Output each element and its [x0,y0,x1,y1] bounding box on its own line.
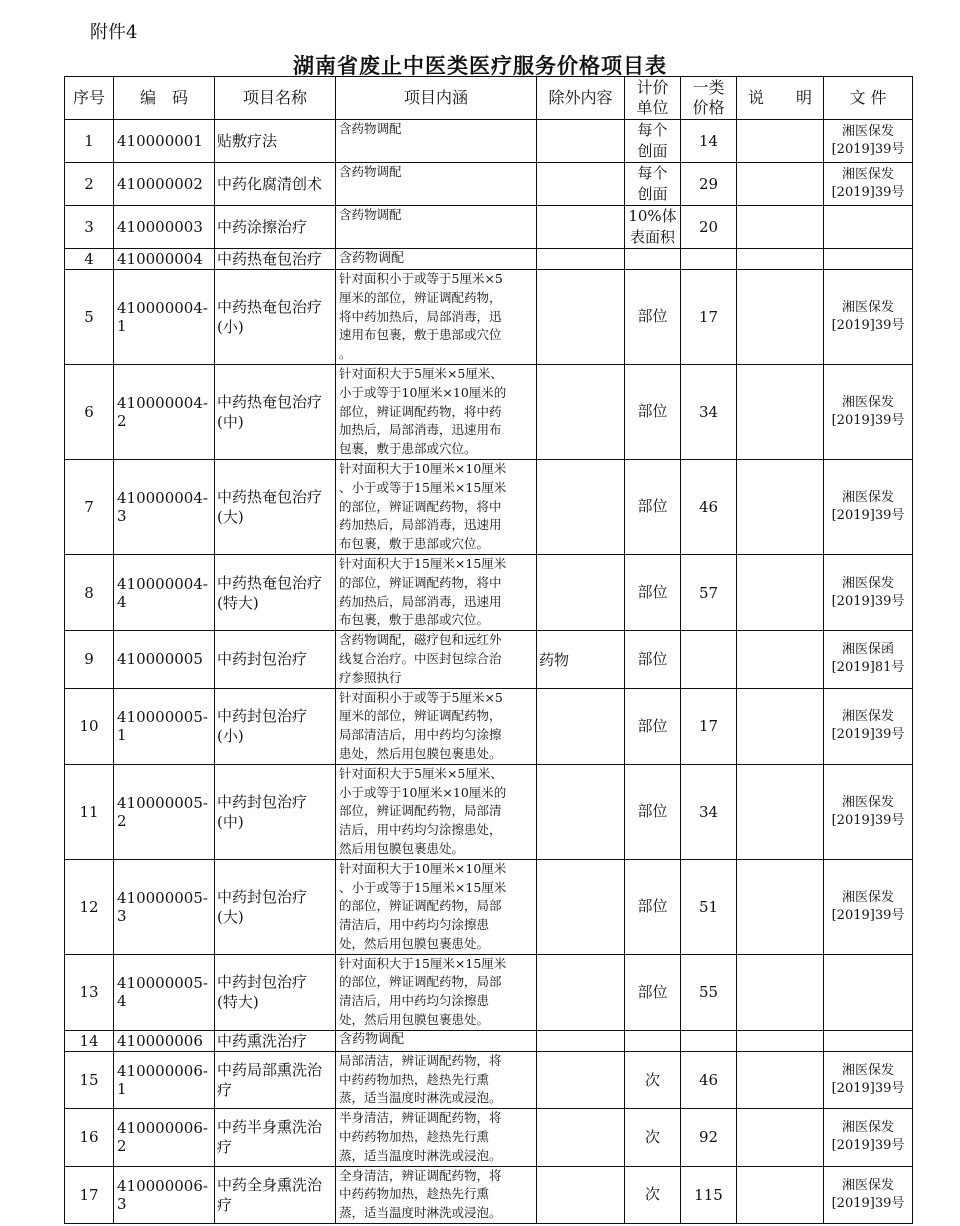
header-price: 一类 价格 [681,77,737,120]
row-excluded: 药物 [537,631,625,688]
table-row [65,249,913,270]
row-file: 湘医保发 [2019]39号 [824,688,913,764]
table-row [65,120,913,163]
row-note [737,1109,824,1166]
row-code: 410000005-1 [114,688,215,764]
row-seq: 7 [65,459,114,554]
row-content: 针对面积小于或等于5厘米×5 厘米的部位，辨证调配药物， 局部清洁后，用中药均匀涂擦 患处，然后用包膜包裹患处。 [336,688,537,764]
row-name: 中药封包治疗 [215,631,336,688]
row-code: 410000004-3 [114,459,215,554]
row-excluded [537,163,625,206]
table-row [65,859,913,954]
row-excluded [537,270,625,365]
row-seq: 2 [65,163,114,206]
header-name: 项目名称 [215,77,336,120]
header-content: 项目内涵 [336,77,537,120]
table-row [65,954,913,1030]
row-excluded [537,1166,625,1223]
header-seq: 序号 [65,77,114,120]
row-unit [625,249,681,270]
row-seq: 11 [65,764,114,859]
row-excluded [537,249,625,270]
row-name: 中药局部熏洗治 疗 [215,1051,336,1108]
row-unit: 部位 [625,764,681,859]
row-unit: 部位 [625,270,681,365]
row-code: 410000004-1 [114,270,215,365]
row-note [737,364,824,459]
row-content: 半身清洁，辨证调配药物，将 中药药物加热，趁热先行熏 蒸，适当温度时淋洗或浸泡。 [336,1109,537,1166]
row-code: 410000001 [114,120,215,163]
row-note [737,206,824,249]
table-row [65,364,913,459]
row-seq: 10 [65,688,114,764]
row-content: 含药物调配 [336,206,537,249]
row-content: 含药物调配 [336,120,537,163]
row-content: 针对面积大于15厘米×15厘米 的部位，辨证调配药物，局部 清洁后，用中药均匀涂擦患 处，然后用包膜包裹患处。 [336,954,537,1030]
attachment-label: 附件4 [90,22,138,43]
header-code: 编 码 [114,77,215,120]
row-price: 34 [681,764,737,859]
row-file: 湘医保发 [2019]39号 [824,859,913,954]
row-excluded [537,206,625,249]
row-price: 17 [681,688,737,764]
row-note [737,688,824,764]
row-name: 中药热奄包治疗 (中) [215,364,336,459]
row-price: 57 [681,554,737,630]
table-row [65,631,913,688]
row-code: 410000005-2 [114,764,215,859]
row-excluded [537,1051,625,1108]
row-note [737,1051,824,1108]
table-row [65,206,913,249]
row-file: 湘医保发 [2019]39号 [824,1166,913,1223]
row-price: 46 [681,459,737,554]
row-file: 湘医保发 [2019]39号 [824,364,913,459]
row-name: 中药封包治疗 (中) [215,764,336,859]
row-content: 针对面积大于15厘米×15厘米 的部位，辨证调配药物，将中 药加热后，局部消毒，迅速用 布包裹，敷于患部或穴位。 [336,554,537,630]
row-seq: 17 [65,1166,114,1223]
row-name: 中药半身熏洗治 疗 [215,1109,336,1166]
row-seq: 6 [65,364,114,459]
row-unit: 次 [625,1051,681,1108]
row-file [824,249,913,270]
row-seq: 3 [65,206,114,249]
table-row [65,1051,913,1108]
row-name: 中药化腐清创术 [215,163,336,206]
row-price: 55 [681,954,737,1030]
row-code: 410000006 [114,1030,215,1051]
row-file [824,1030,913,1051]
table-row [65,1166,913,1223]
row-seq: 9 [65,631,114,688]
row-excluded [537,364,625,459]
row-seq: 5 [65,270,114,365]
row-content: 含药物调配 [336,1030,537,1051]
row-price: 46 [681,1051,737,1108]
row-content: 含药物调配，磁疗包和远红外 线复合治疗。中医封包综合治 疗参照执行 [336,631,537,688]
row-note [737,249,824,270]
row-file: 湘医保函 [2019]81号 [824,631,913,688]
row-note [737,764,824,859]
row-content: 针对面积大于5厘米×5厘米、 小于或等于10厘米×10厘米的 部位，辨证调配药物，将中药 加热后，局部消毒，迅速用布 包裹，敷于患部或穴位。 [336,364,537,459]
row-name: 中药热奄包治疗 (小) [215,270,336,365]
row-note [737,954,824,1030]
row-code: 410000006-3 [114,1166,215,1223]
row-file: 湘医保发 [2019]39号 [824,163,913,206]
header-excluded: 除外内容 [537,77,625,120]
row-unit: 部位 [625,459,681,554]
header-note: 说 明 [737,77,824,120]
table-row [65,688,913,764]
table-row [65,554,913,630]
row-excluded [537,1030,625,1051]
row-note [737,631,824,688]
row-price: 34 [681,364,737,459]
row-price: 20 [681,206,737,249]
table-row [65,459,913,554]
row-excluded [537,120,625,163]
row-code: 410000005 [114,631,215,688]
row-content: 局部清洁，辨证调配药物，将 中药药物加热，趁热先行熏 蒸，适当温度时淋洗或浸泡。 [336,1051,537,1108]
row-name: 中药封包治疗 (大) [215,859,336,954]
row-code: 410000005-4 [114,954,215,1030]
table-row [65,764,913,859]
row-content: 含药物调配 [336,163,537,206]
row-note [737,1166,824,1223]
table-row [65,270,913,365]
row-name: 中药热奄包治疗 (大) [215,459,336,554]
row-note [737,270,824,365]
page-title: 湖南省废止中医类医疗服务价格项目表 [293,54,667,78]
row-seq: 13 [65,954,114,1030]
row-name: 中药全身熏洗治 疗 [215,1166,336,1223]
row-price: 51 [681,859,737,954]
row-code: 410000002 [114,163,215,206]
row-name: 中药热奄包治疗 (特大) [215,554,336,630]
row-seq: 15 [65,1051,114,1108]
row-file: 湘医保发 [2019]39号 [824,1109,913,1166]
row-file: 湘医保发 [2019]39号 [824,554,913,630]
row-content: 针对面积小于或等于5厘米×5 厘米的部位，辨证调配药物， 将中药加热后，局部消毒，迅 速用布包裹，敷于患部或穴位 。 [336,270,537,365]
row-file [824,206,913,249]
row-price [681,249,737,270]
row-note [737,1030,824,1051]
header-row [65,77,913,120]
row-seq: 8 [65,554,114,630]
row-unit: 次 [625,1109,681,1166]
row-unit: 每个 创面 [625,163,681,206]
row-seq: 4 [65,249,114,270]
row-excluded [537,459,625,554]
row-note [737,859,824,954]
row-file: 湘医保发 [2019]39号 [824,120,913,163]
row-unit: 部位 [625,631,681,688]
row-excluded [537,1109,625,1166]
row-excluded [537,554,625,630]
row-price [681,1030,737,1051]
row-unit: 次 [625,1166,681,1223]
row-price: 14 [681,120,737,163]
row-price: 115 [681,1166,737,1223]
row-code: 410000005-3 [114,859,215,954]
row-file: 湘医保发 [2019]39号 [824,270,913,365]
row-content: 全身清洁，辨证调配药物，将 中药药物加热，趁热先行熏 蒸，适当温度时淋洗或浸泡。 [336,1166,537,1223]
row-code: 410000006-1 [114,1051,215,1108]
row-content: 针对面积大于5厘米×5厘米、 小于或等于10厘米×10厘米的 部位，辨证调配药物，局部清 洁后，用中药均匀涂擦患处， 然后用包膜包裹患处。 [336,764,537,859]
table-row [65,163,913,206]
row-unit: 部位 [625,688,681,764]
row-code: 410000003 [114,206,215,249]
row-note [737,163,824,206]
row-price [681,631,737,688]
row-name: 中药热奄包治疗 [215,249,336,270]
row-seq: 1 [65,120,114,163]
row-content: 针对面积大于10厘米×10厘米 、小于或等于15厘米×15厘米 的部位，辨证调配药物，将中 药加热后，局部消毒，迅速用 布包裹，敷于患部或穴位。 [336,459,537,554]
row-note [737,554,824,630]
row-content: 针对面积大于10厘米×10厘米 、小于或等于15厘米×15厘米 的部位，辨证调配药物，局部 清洁后，用中药均匀涂擦患 处，然后用包膜包裹患处。 [336,859,537,954]
row-excluded [537,954,625,1030]
row-file: 湘医保发 [2019]39号 [824,1051,913,1108]
row-name: 中药封包治疗 (特大) [215,954,336,1030]
row-file: 湘医保发 [2019]39号 [824,764,913,859]
row-seq: 16 [65,1109,114,1166]
row-price: 17 [681,270,737,365]
row-price: 29 [681,163,737,206]
row-content: 含药物调配 [336,249,537,270]
row-name: 贴敷疗法 [215,120,336,163]
header-unit: 计价 单位 [625,77,681,120]
row-code: 410000004-2 [114,364,215,459]
row-unit: 部位 [625,954,681,1030]
row-code: 410000006-2 [114,1109,215,1166]
row-unit: 部位 [625,859,681,954]
header-file: 文 件 [824,77,913,120]
row-seq: 12 [65,859,114,954]
row-excluded [537,688,625,764]
row-code: 410000004-4 [114,554,215,630]
row-file [824,954,913,1030]
row-file: 湘医保发 [2019]39号 [824,459,913,554]
row-unit [625,1030,681,1051]
row-name: 中药熏洗治疗 [215,1030,336,1051]
row-unit: 部位 [625,554,681,630]
row-excluded [537,764,625,859]
table-row [65,1030,913,1051]
row-excluded [537,859,625,954]
row-note [737,120,824,163]
row-unit: 10%体 表面积 [625,206,681,249]
row-unit: 部位 [625,364,681,459]
row-name: 中药封包治疗 (小) [215,688,336,764]
row-seq: 14 [65,1030,114,1051]
row-price: 92 [681,1109,737,1166]
price-table [64,76,913,1224]
row-code: 410000004 [114,249,215,270]
table-row [65,1109,913,1166]
row-unit: 每个 创面 [625,120,681,163]
row-note [737,459,824,554]
row-name: 中药涂擦治疗 [215,206,336,249]
